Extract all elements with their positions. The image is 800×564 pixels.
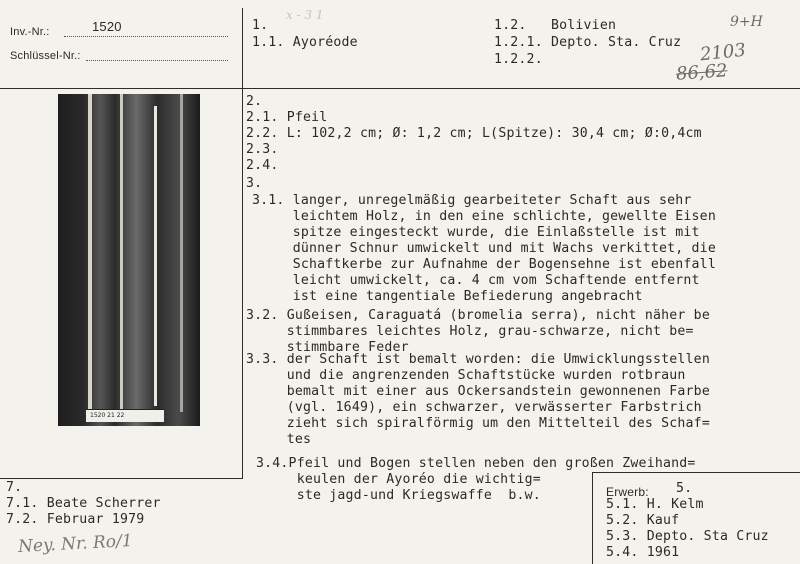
pencil-note-3: 86,62 xyxy=(675,60,729,85)
section-2-2: 2.2. L: 102,2 cm; Ø: 1,2 cm; L(Spitze): 30,4 cm; Ø:0,4cm xyxy=(246,126,702,141)
text-line: 3.3. der Schaft ist bemalt worden: die Umwicklungsstellen xyxy=(246,352,710,367)
text-line: bemalt mit einer aus Ockersandstein gewonnenen Farbe xyxy=(246,384,710,399)
text-line: (vgl. 1649), ein schwarzer, verwässerter Farbstrich xyxy=(246,400,702,415)
acquisition-5-4: 5.4. 1961 xyxy=(606,545,680,560)
text-line: und die angrenzenden Schaftstücke wurden rotbraun xyxy=(246,368,686,383)
acquisition-5-1: 5.1. H. Kelm xyxy=(606,497,704,512)
section-2-1: 2.1. Pfeil xyxy=(246,110,328,125)
text-line: leicht umwickelt, ca. 4 cm vom Schaftende entfernt xyxy=(252,273,700,288)
arrow-shaft-1 xyxy=(88,94,92,414)
footer-divider xyxy=(0,478,243,479)
photo-scale-bar: 1520 21 22 xyxy=(86,409,164,422)
section-3-head: 3. xyxy=(246,176,263,191)
text-line: 3.4.Pfeil und Bogen stellen neben den großen Zweihand= xyxy=(256,456,696,471)
section-7-2: 7.2. Februar 1979 xyxy=(6,512,145,527)
faint-pencil-mark: x - 3 1 xyxy=(286,8,324,22)
text-line: keulen der Ayoréo die wichtig= xyxy=(256,472,541,487)
handwritten-register-number: Ney. Nr. Ro/1 xyxy=(17,531,134,557)
section-2-head: 2. xyxy=(246,94,263,109)
acquisition-5-3: 5.3. Depto. Sta Cruz xyxy=(606,529,769,544)
pencil-note-1: 9+H xyxy=(730,14,763,30)
object-photo xyxy=(58,94,200,426)
text-line: tes xyxy=(246,432,312,447)
acquisition-label: Erwerb: xyxy=(606,485,649,499)
arrow-shaft-4 xyxy=(180,94,183,412)
content-vertical-divider xyxy=(242,88,243,478)
header-vertical-divider xyxy=(242,8,243,88)
inv-number: 1520 xyxy=(92,19,122,34)
text-line: leichtem Holz, in den eine schlichte, gewellte Eisen xyxy=(252,209,716,224)
text-line: 3.2. Gußeisen, Caraguatá (bromelia serra), nicht näher be xyxy=(246,308,710,323)
inv-dotted-line xyxy=(64,36,228,37)
text-line: ste jagd-und Kriegswaffe b.w. xyxy=(256,488,541,503)
section-1-2-2: 1.2.2. xyxy=(494,52,543,67)
key-dotted-line xyxy=(86,60,228,61)
pencil-note-2: 2103 xyxy=(699,39,747,66)
key-label: Schlüssel-Nr.: xyxy=(10,50,81,62)
arrow-shaft-2 xyxy=(120,94,123,412)
text-line: stimmbares leichtes Holz, grau-schwarze, nicht be= xyxy=(246,324,694,339)
text-line: 3.1. langer, unregelmäßig gearbeiteter Schaft aus sehr xyxy=(252,193,692,208)
section-1-2-1: 1.2.1. Depto. Sta. Cruz xyxy=(494,35,682,50)
section-1-2: 1.2. Bolivien xyxy=(494,18,617,33)
acquisition-5-2: 5.2. Kauf xyxy=(606,513,680,528)
section-2-3: 2.3. xyxy=(246,142,279,157)
section-1-head: 1. xyxy=(252,18,269,33)
arrow-shaft-3 xyxy=(154,106,157,406)
text-line: Schaftkerbe zur Aufnahme der Bogensehne ist ebenfall xyxy=(252,257,716,272)
acquisition-number: 5. xyxy=(676,481,693,496)
section-7-head: 7. xyxy=(6,480,23,495)
text-line: stimmbare Feder xyxy=(246,340,409,355)
text-line: ist eine tangentiale Befiederung angebracht xyxy=(252,289,643,304)
text-line: dünner Schnur umwickelt und mit Wachs verkittet, die xyxy=(252,241,716,256)
section-1-1: 1.1. Ayoréode xyxy=(252,35,358,50)
text-line: spitze eingesteckt wurde, die Einlaßstelle ist mit xyxy=(252,225,700,240)
text-line: zieht sich spiralförmig um den Mittelteil des Schaf= xyxy=(246,416,710,431)
section-2-4: 2.4. xyxy=(246,158,279,173)
section-7-1: 7.1. Beate Scherrer xyxy=(6,496,161,511)
inv-label: Inv.-Nr.: xyxy=(10,26,50,38)
header-divider xyxy=(0,88,800,89)
